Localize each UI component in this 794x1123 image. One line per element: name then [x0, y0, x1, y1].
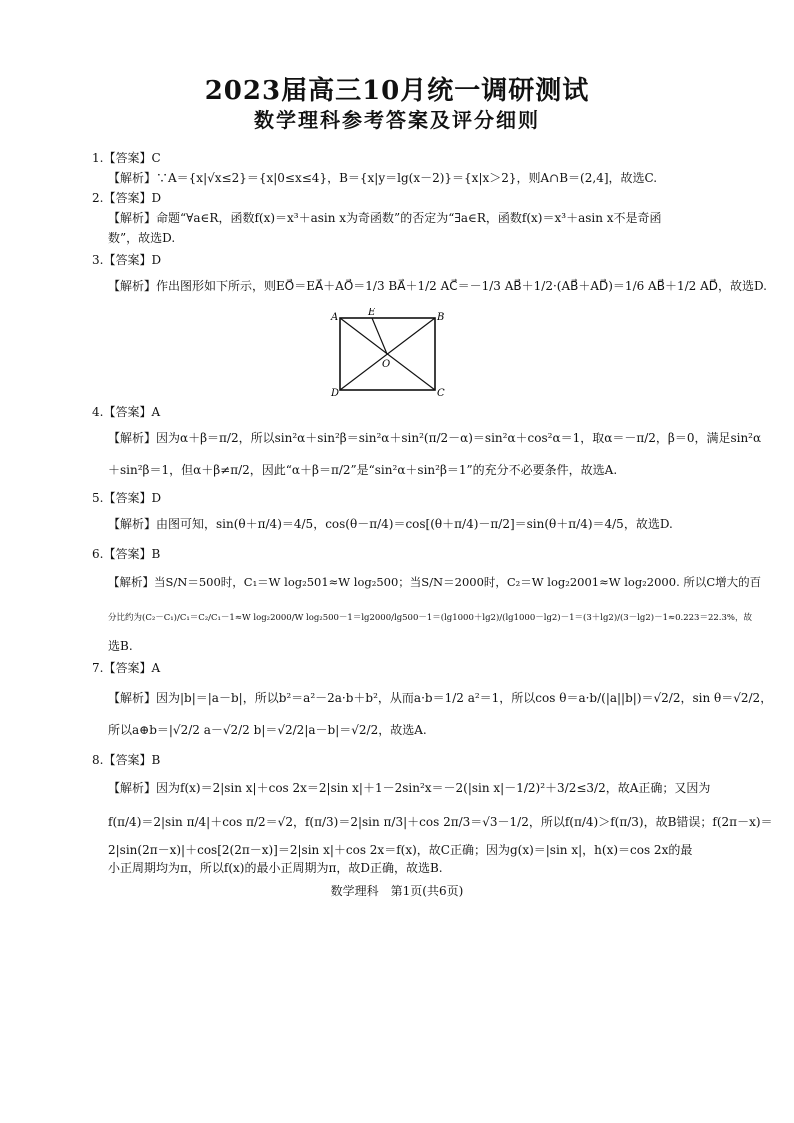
label-b: B: [437, 312, 445, 323]
page-footer: 数学理科 第1页(共6页): [330, 884, 464, 898]
label-c: C: [437, 388, 445, 398]
answer-8: 8.【答案】B: [92, 753, 161, 767]
page-title: 2023届高三10月统一调研测试: [204, 76, 590, 106]
label-a: A: [331, 312, 339, 323]
answer-7: 7.【答案】A: [92, 661, 161, 675]
explanation-8-line-4: 小正周期均为π，所以f(x)的最小正周期为π，故D正确，故选B.: [108, 861, 443, 875]
explanation-1-line-1: 【解析】∵A＝{x|√x≤2}＝{x|0≤x≤4}，B＝{x|y＝lg(x－2)}＝{x|x＞2}，则A∩B＝(2,4]，故选C.: [108, 171, 658, 185]
answer-6: 6.【答案】B: [92, 547, 161, 561]
page-subtitle: 数学理科参考答案及评分细则: [254, 108, 540, 132]
explanation-3-line-1: 【解析】作出图形如下所示，则EO⃗＝EA⃗＋AO⃗＝1/3 BA⃗＋1/2 AC⃗＝－1/3 AB⃗＋1/2·(AB⃗＋AD⃗)＝1/6 AB⃗＋1/2 AD⃗，故选D.: [108, 279, 768, 293]
explanation-7-line-1: 【解析】因为|b|＝|a－b|，所以b²＝a²－2a·b＋b²，从而a·b＝1/2 a²＝1，所以cos θ＝a·b/(|a||b|)＝√2/2，sin θ＝√2/2，: [108, 691, 773, 705]
explanation-8-line-2: f(π/4)＝2|sin π/4|＋cos π/2＝√2，f(π/3)＝2|sin π/3|＋cos 2π/3＝√3－1/2，所以f(π/4)＞f(π/3)，故B错误；f(2π－x)＝: [108, 815, 773, 829]
explanation-7-line-2: 所以a⊕b＝|√2/2 a－√2/2 b|＝√2/2|a－b|＝√2/2，故选A.: [108, 723, 427, 737]
answer-4: 4.【答案】A: [92, 405, 161, 419]
answer-5: 5.【答案】D: [92, 491, 162, 505]
label-o: O: [382, 359, 391, 370]
explanation-6-line-3: 选B.: [108, 639, 133, 653]
explanation-8-line-3: 2|sin(2π－x)|＋cos[2(2π－x)]＝2|sin x|＋cos 2x＝f(x)，故C正确；因为g(x)＝|sin x|，h(x)＝cos 2x的最: [108, 843, 693, 857]
explanation-8-line-1: 【解析】因为f(x)＝2|sin x|＋cos 2x＝2|sin x|＋1－2sin²x＝－2(|sin x|－1/2)²＋3/2≤3/2，故A正确；又因为: [108, 781, 711, 795]
label-e: E: [368, 308, 376, 318]
explanation-2-line-2: 数”，故选D.: [108, 231, 176, 245]
geometry-figure: [330, 308, 445, 398]
explanation-6-line-1: 【解析】当S/N＝500时，C₁＝W log₂501≈W log₂500；当S/N＝2000时，C₂＝W log₂2001≈W log₂2000. 所以C增大的百: [108, 575, 762, 589]
answer-2: 2.【答案】D: [92, 191, 162, 205]
explanation-4-line-2: ＋sin²β＝1，但α＋β≠π/2，因此“α＋β＝π/2”是“sin²α＋sin²β＝1”的充分不必要条件，故选A.: [108, 463, 618, 477]
label-d: D: [331, 388, 340, 398]
answer-1: 1.【答案】C: [92, 151, 161, 165]
explanation-5-line-1: 【解析】由图可知，sin(θ＋π/4)＝4/5，cos(θ－π/4)＝cos[(θ＋π/4)－π/2]＝sin(θ＋π/4)＝4/5，故选D.: [108, 517, 673, 531]
answer-3: 3.【答案】D: [92, 253, 162, 267]
explanation-6-line-2: 分比约为(C₂－C₁)/C₁＝C₂/C₁－1≈W log₂2000/W log₂500－1＝lg2000/lg500－1＝(lg1000＋lg2)/(lg1000－lg2)－1＝(3＋lg2)/(3－lg2)－1≈0.223＝22.3%，故: [108, 613, 752, 623]
explanation-4-line-1: 【解析】因为α＋β＝π/2，所以sin²α＋sin²β＝sin²α＋sin²(π/2－α)＝sin²α＋cos²α＝1，取α＝－π/2，β＝0，满足sin²α: [108, 431, 762, 445]
explanation-2-line-1: 【解析】命题“∀a∈R，函数f(x)＝x³＋asin x为奇函数”的否定为“∃a∈R，函数f(x)＝x³＋asin x不是奇函: [108, 211, 662, 225]
